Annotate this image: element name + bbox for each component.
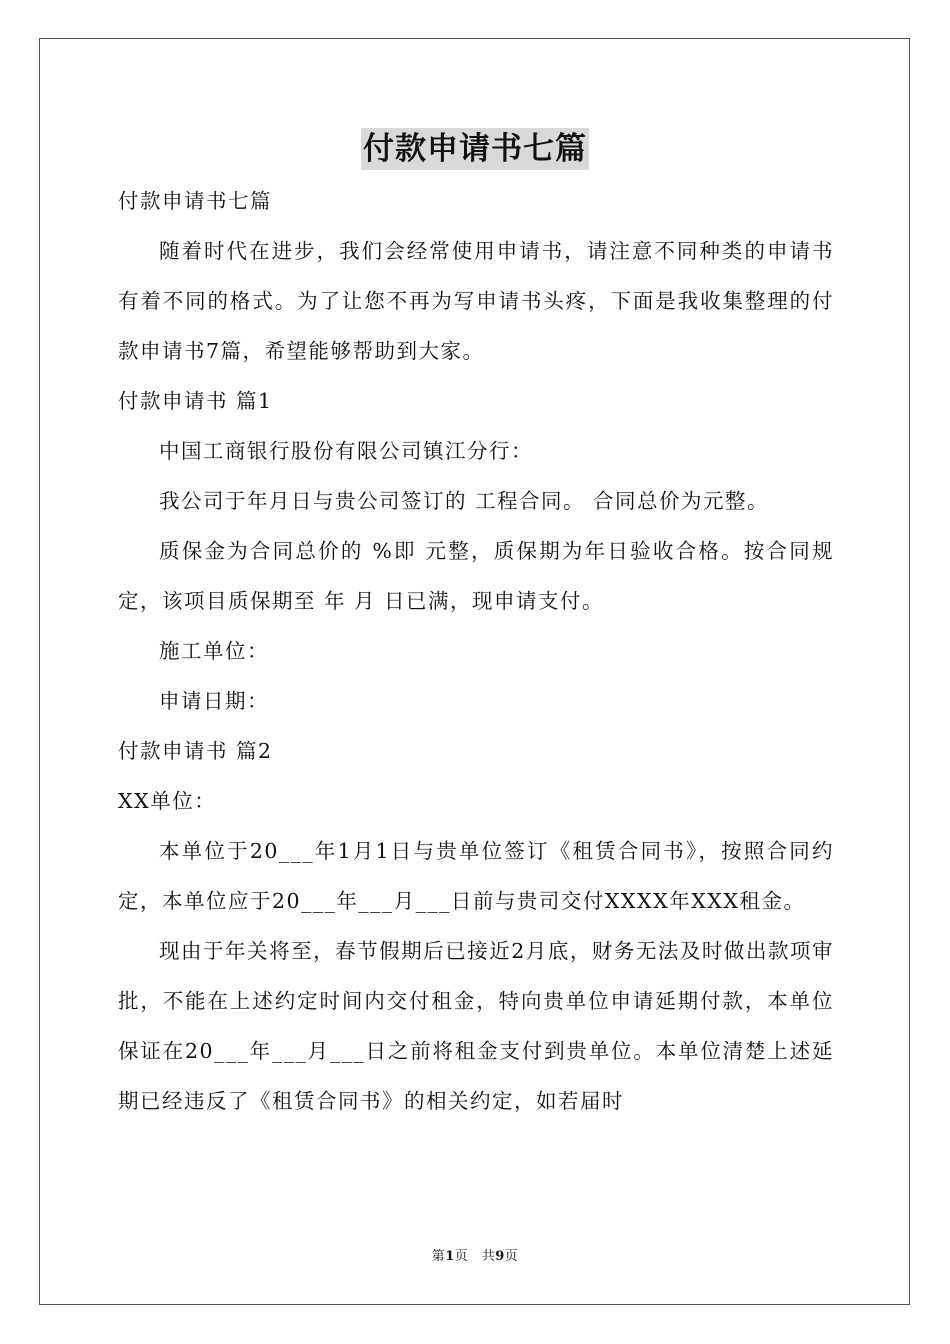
section-heading-1: 付款申请书 篇1 xyxy=(118,389,273,413)
intro-paragraph: 随着时代在进步，我们会经常使用申请书，请注意不同种类的申请书有着不同的格式。为了让您不再为写申请书头疼，下面是我收集整理的付款申请书7篇，希望能够帮助到大家。 xyxy=(118,239,834,363)
title-wrap xyxy=(0,128,950,170)
footer-page-prefix: 第 xyxy=(431,1249,446,1264)
field-construction-unit: 施工单位： xyxy=(159,639,269,663)
addressee-2: XX单位： xyxy=(118,789,217,813)
document-body xyxy=(118,176,834,1126)
paragraph-warranty: 质保金为合同总价的 %即 元整，质保期为年日验收合格。按合同规定，该项目质保期至 年 月 日已满，现申请支付。 xyxy=(118,539,834,613)
subtitle-line: 付款申请书七篇 xyxy=(118,189,272,213)
footer-page-total: 9 xyxy=(495,1249,505,1264)
addressee-1: 中国工商银行股份有限公司镇江分行： xyxy=(159,439,533,463)
paragraph-lease: 本单位于20___年1月1日与贵单位签订《租赁合同书》，按照合同约定，本单位应于20___年___月___日前与贵司交付XXXX年XXX租金。 xyxy=(118,839,834,913)
footer-page-current: 1 xyxy=(445,1249,455,1264)
page-footer xyxy=(0,1245,950,1264)
paragraph-contract: 我公司于年月日与贵公司签订的 工程合同。 合同总价为元整。 xyxy=(159,489,770,513)
paragraph-delay: 现由于年关将至，春节假期后已接近2月底，财务无法及时做出款项审批，不能在上述约定时间内交付租金，特向贵单位申请延期付款，本单位保证在20___年___月___日之前将租金支付到贵单位。本单位清楚上述延期已经违反了《租赁合同书》的相关约定，如若届时 xyxy=(118,939,834,1113)
field-application-date: 申请日期： xyxy=(159,689,269,713)
document-title: 付款申请书七篇 xyxy=(361,128,589,170)
section-heading-2: 付款申请书 篇2 xyxy=(118,739,273,763)
footer-page-suffix: 页 xyxy=(504,1249,519,1264)
footer-page-mid: 页 共 xyxy=(454,1249,496,1264)
